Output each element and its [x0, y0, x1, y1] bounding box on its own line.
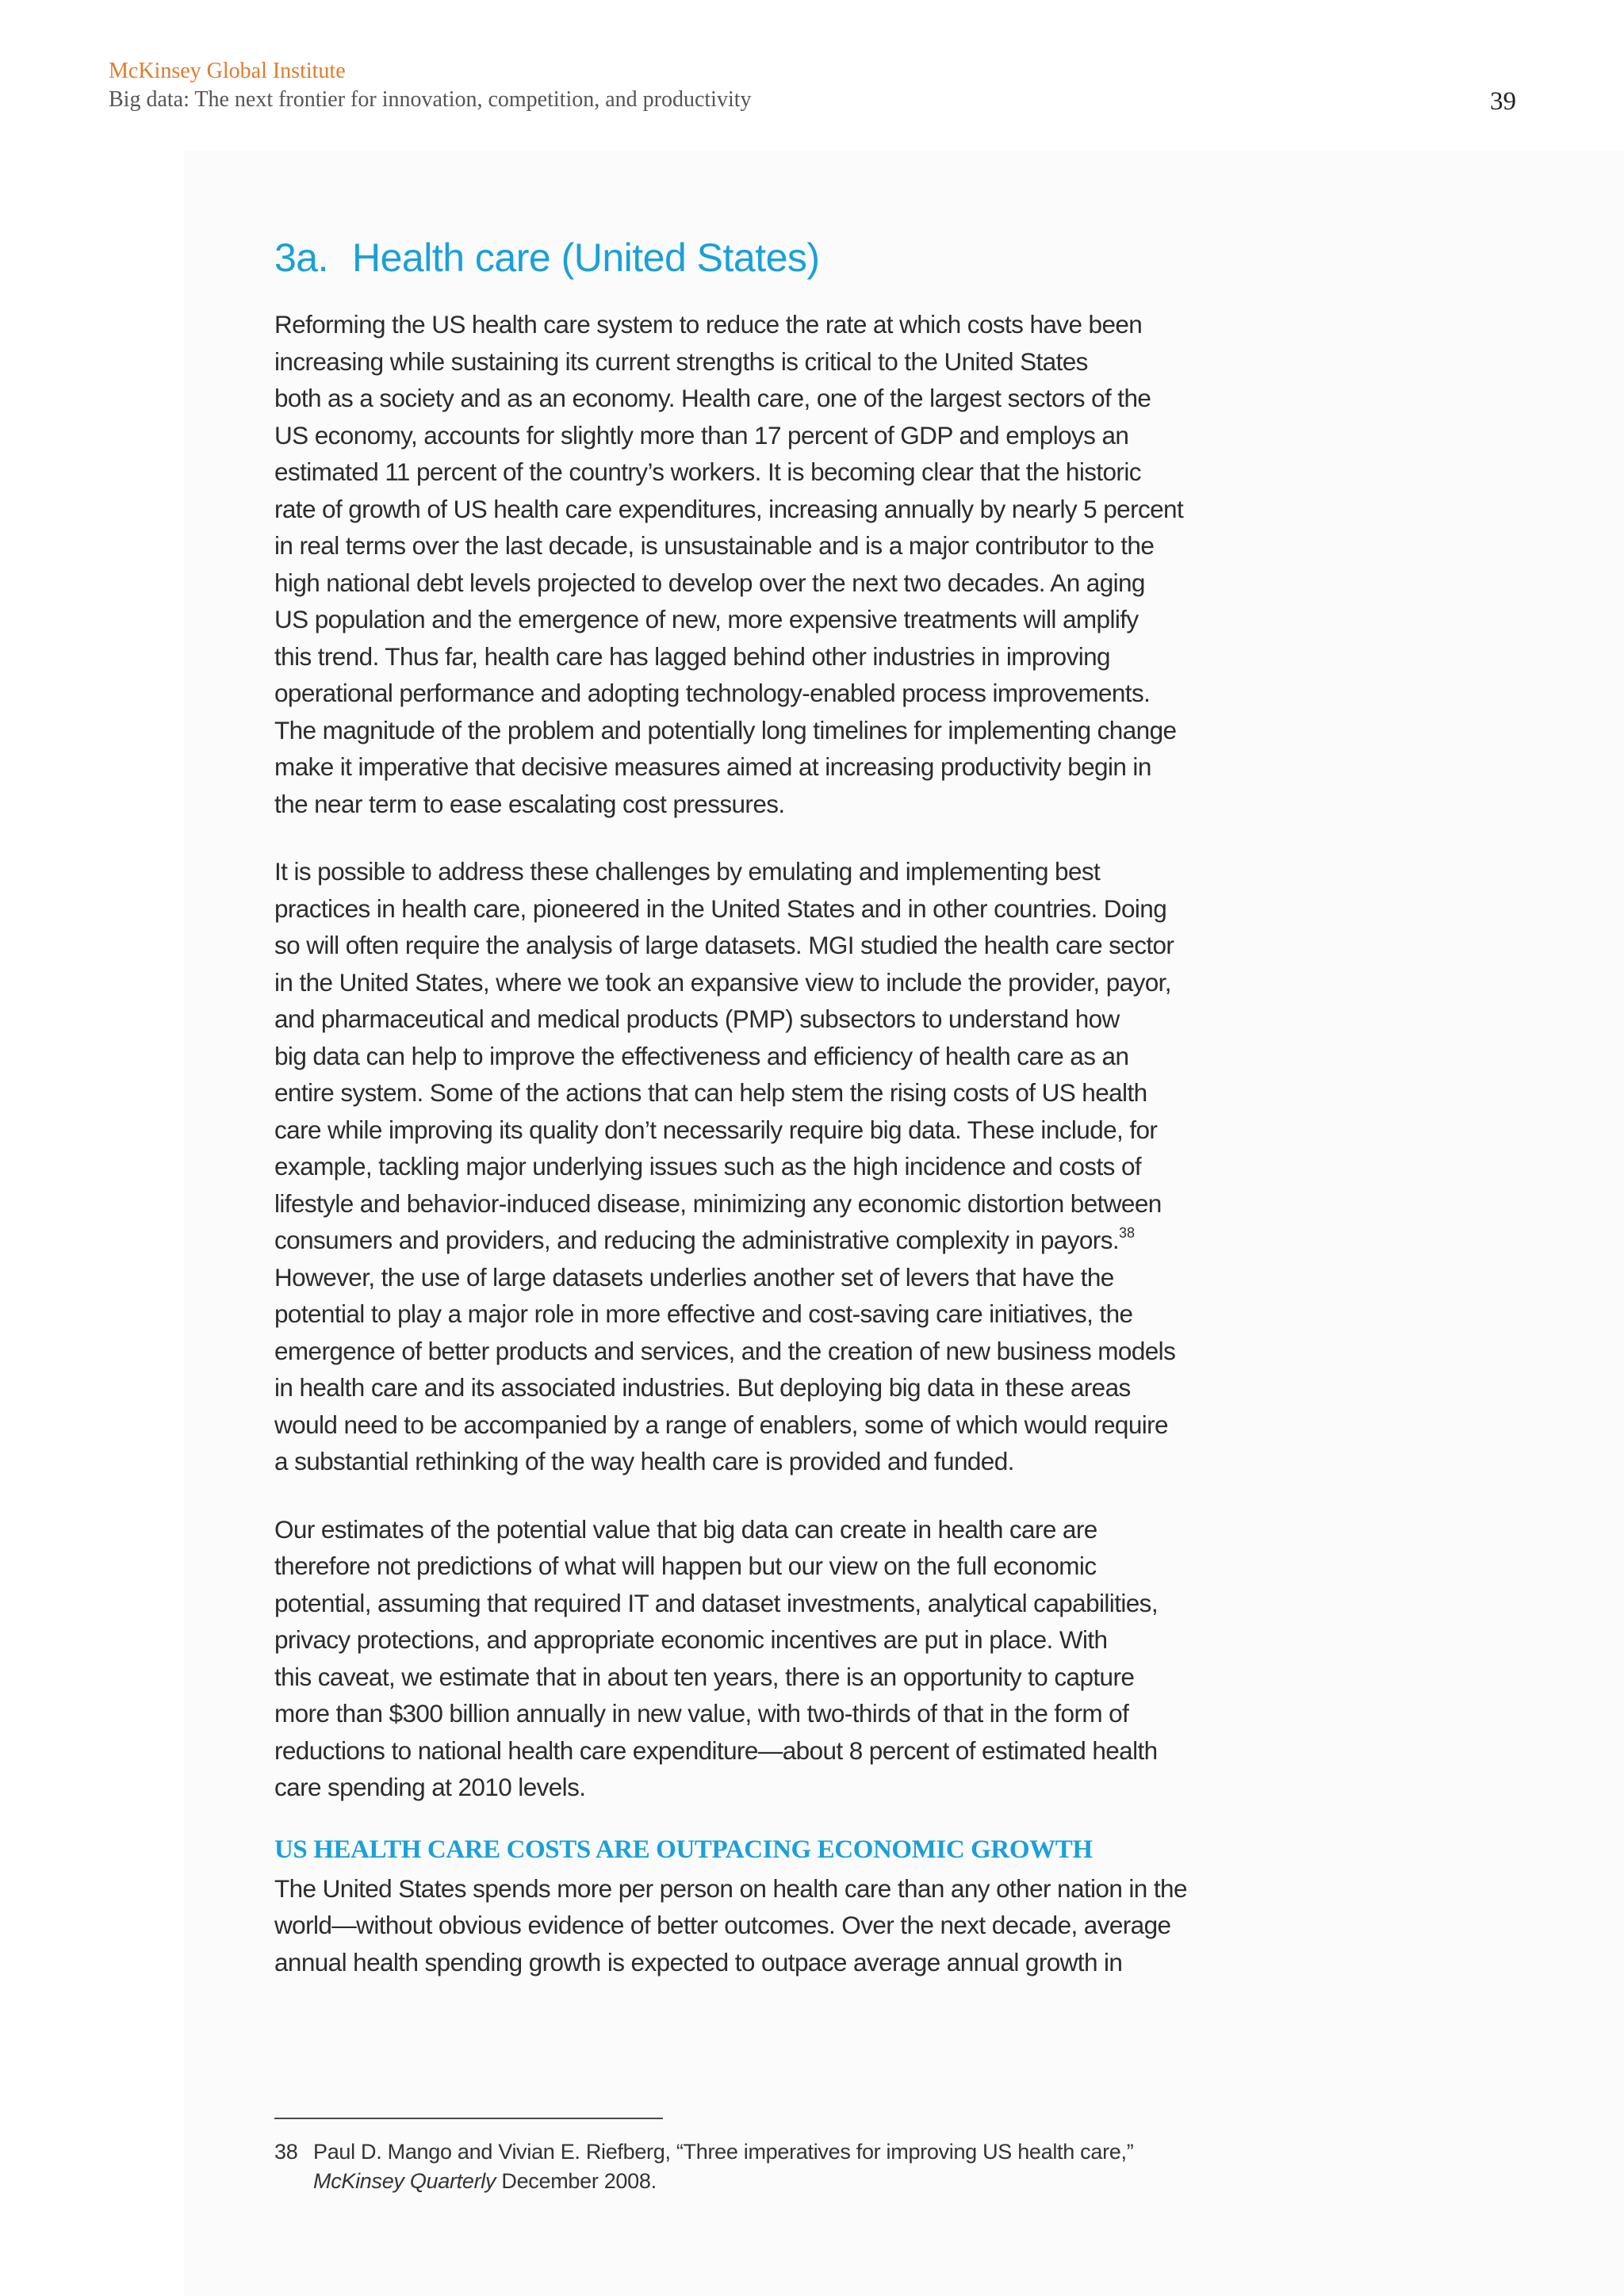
- section-number: 3a.: [274, 235, 329, 280]
- body-paragraph-1: [274, 306, 1258, 822]
- text-line: estimated 11 percent of the country’s workers. It is becoming clear that the historic: [274, 457, 1141, 486]
- text-line: It is possible to address these challenges by emulating and implementing best: [274, 857, 1101, 886]
- text-line: US economy, accounts for slightly more than 17 percent of GDP and employs an: [274, 420, 1129, 450]
- text-line: operational performance and adopting technology-enabled process improvements.: [274, 679, 1151, 707]
- text-line: therefore not predictions of what will happen but our view on the full economic: [274, 1552, 1097, 1580]
- subsection-heading: US HEALTH CARE COSTS ARE OUTPACING ECONOMIC GROWTH: [274, 1835, 1093, 1864]
- text-line: rate of growth of US health care expenditures, increasing annually by nearly 5 percent: [274, 494, 1184, 523]
- text-line: increasing while sustaining its current strengths is critical to the United States: [274, 346, 1088, 376]
- text-line: The magnitude of the problem and potentially long timelines for implementing change: [274, 715, 1177, 744]
- publisher-name: McKinsey Global Institute: [109, 59, 346, 83]
- footnote: [274, 2137, 1133, 2196]
- text-line: and pharmaceutical and medical products (PMP) subsectors to understand how: [274, 1004, 1120, 1033]
- text-line: However, the use of large datasets underlies another set of levers that have the: [274, 1262, 1114, 1292]
- text-line: Our estimates of the potential value that big data can create in health care are: [274, 1514, 1097, 1544]
- text-line: reductions to national health care expenditure—about 8 percent of estimated health: [274, 1735, 1158, 1765]
- text-line: The United States spends more per person on health care than any other nation in the: [274, 1873, 1187, 1903]
- main-content: [274, 230, 1258, 2011]
- text-line: both as a society and as an economy. Health care, one of the largest sectors of the: [274, 384, 1151, 412]
- running-header: [109, 57, 752, 114]
- text-line: lifestyle and behavior-induced disease, minimizing any economic distortion between: [274, 1188, 1162, 1218]
- text-line: this caveat, we estimate that in about ten years, there is an opportunity to capture: [274, 1662, 1135, 1691]
- body-paragraph-2: [274, 853, 1258, 1480]
- text-line: make it imperative that decisive measures aimed at increasing productivity begin in: [274, 752, 1151, 781]
- body-paragraph-3: [274, 1511, 1258, 1806]
- footnote-citation: Paul D. Mango and Vivian E. Riefberg, “Three imperatives for improving US health care,”: [313, 2140, 1134, 2164]
- text-line: a substantial rethinking of the way health care is provided and funded.: [274, 1447, 1014, 1475]
- report-title: Big data: The next frontier for innovation, competition, and productivity: [109, 87, 752, 112]
- text-line: care spending at 2010 levels.: [274, 1773, 586, 1801]
- footnote-reference[interactable]: 38: [1119, 1225, 1136, 1241]
- text-line: potential, assuming that required IT and dataset investments, analytical capabilities,: [274, 1588, 1158, 1617]
- text-line: big data can help to improve the effectiveness and efficiency of health care as an: [274, 1041, 1129, 1070]
- text-line: annual health spending growth is expected to outpace average annual growth in: [274, 1947, 1123, 1976]
- footnote-date: December 2008.: [496, 2169, 657, 2193]
- text-line: in health care and its associated industries. But deploying big data in these areas: [274, 1373, 1131, 1402]
- text-line: example, tackling major underlying issues such as the high incidence and costs of: [274, 1152, 1142, 1181]
- body-paragraph-4: [274, 1870, 1258, 1981]
- text-line: entire system. Some of the actions that can help stem the rising costs of US health: [274, 1078, 1147, 1107]
- text-line: so will often require the analysis of large datasets. MGI studied the health care sector: [274, 931, 1174, 959]
- text-line-content: consumers and providers, and reducing the administrative complexity in payors.: [274, 1226, 1119, 1254]
- text-line: more than $300 billion annually in new value, with two-thirds of that in the form of: [274, 1699, 1129, 1728]
- text-line-with-footnote: [274, 1222, 1258, 1259]
- text-line: world—without obvious evidence of better outcomes. Over the next decade, average: [274, 1911, 1171, 1939]
- footnote-number: 38: [274, 2140, 298, 2164]
- text-line: practices in health care, pioneered in the United States and in other countries. Doing: [274, 894, 1167, 923]
- footnote-line-2: [274, 2167, 1133, 2196]
- text-line: the near term to ease escalating cost pressures.: [274, 789, 785, 818]
- text-line: US population and the emergence of new, more expensive treatments will amplify: [274, 605, 1139, 633]
- text-line: privacy protections, and appropriate economic incentives are put in place. With: [274, 1625, 1108, 1654]
- text-line: care while improving its quality don’t necessarily require big data. These include, for: [274, 1115, 1158, 1144]
- text-line: high national debt levels projected to develop over the next two decades. An aging: [274, 568, 1145, 597]
- section-title: Health care (United States): [352, 235, 820, 280]
- text-line: Reforming the US health care system to reduce the rate at which costs have been: [274, 310, 1143, 339]
- text-line: in real terms over the last decade, is unsustainable and is a major contributor to the: [274, 531, 1155, 560]
- text-line: this trend. Thus far, health care has lagged behind other industries in improving: [274, 641, 1110, 671]
- section-heading: [274, 230, 1258, 285]
- page-number: 39: [1490, 87, 1516, 116]
- footnote-divider: [274, 2118, 663, 2119]
- text-line: in the United States, where we took an expansive view to include the provider, payor,: [274, 967, 1171, 997]
- text-line: potential to play a major role in more effective and cost-saving care initiatives, the: [274, 1299, 1133, 1328]
- text-line: emergence of better products and services, and the creation of new business models: [274, 1336, 1176, 1365]
- footnote-journal: McKinsey Quarterly: [313, 2169, 496, 2193]
- text-line: would need to be accompanied by a range of enablers, some of which would require: [274, 1410, 1168, 1439]
